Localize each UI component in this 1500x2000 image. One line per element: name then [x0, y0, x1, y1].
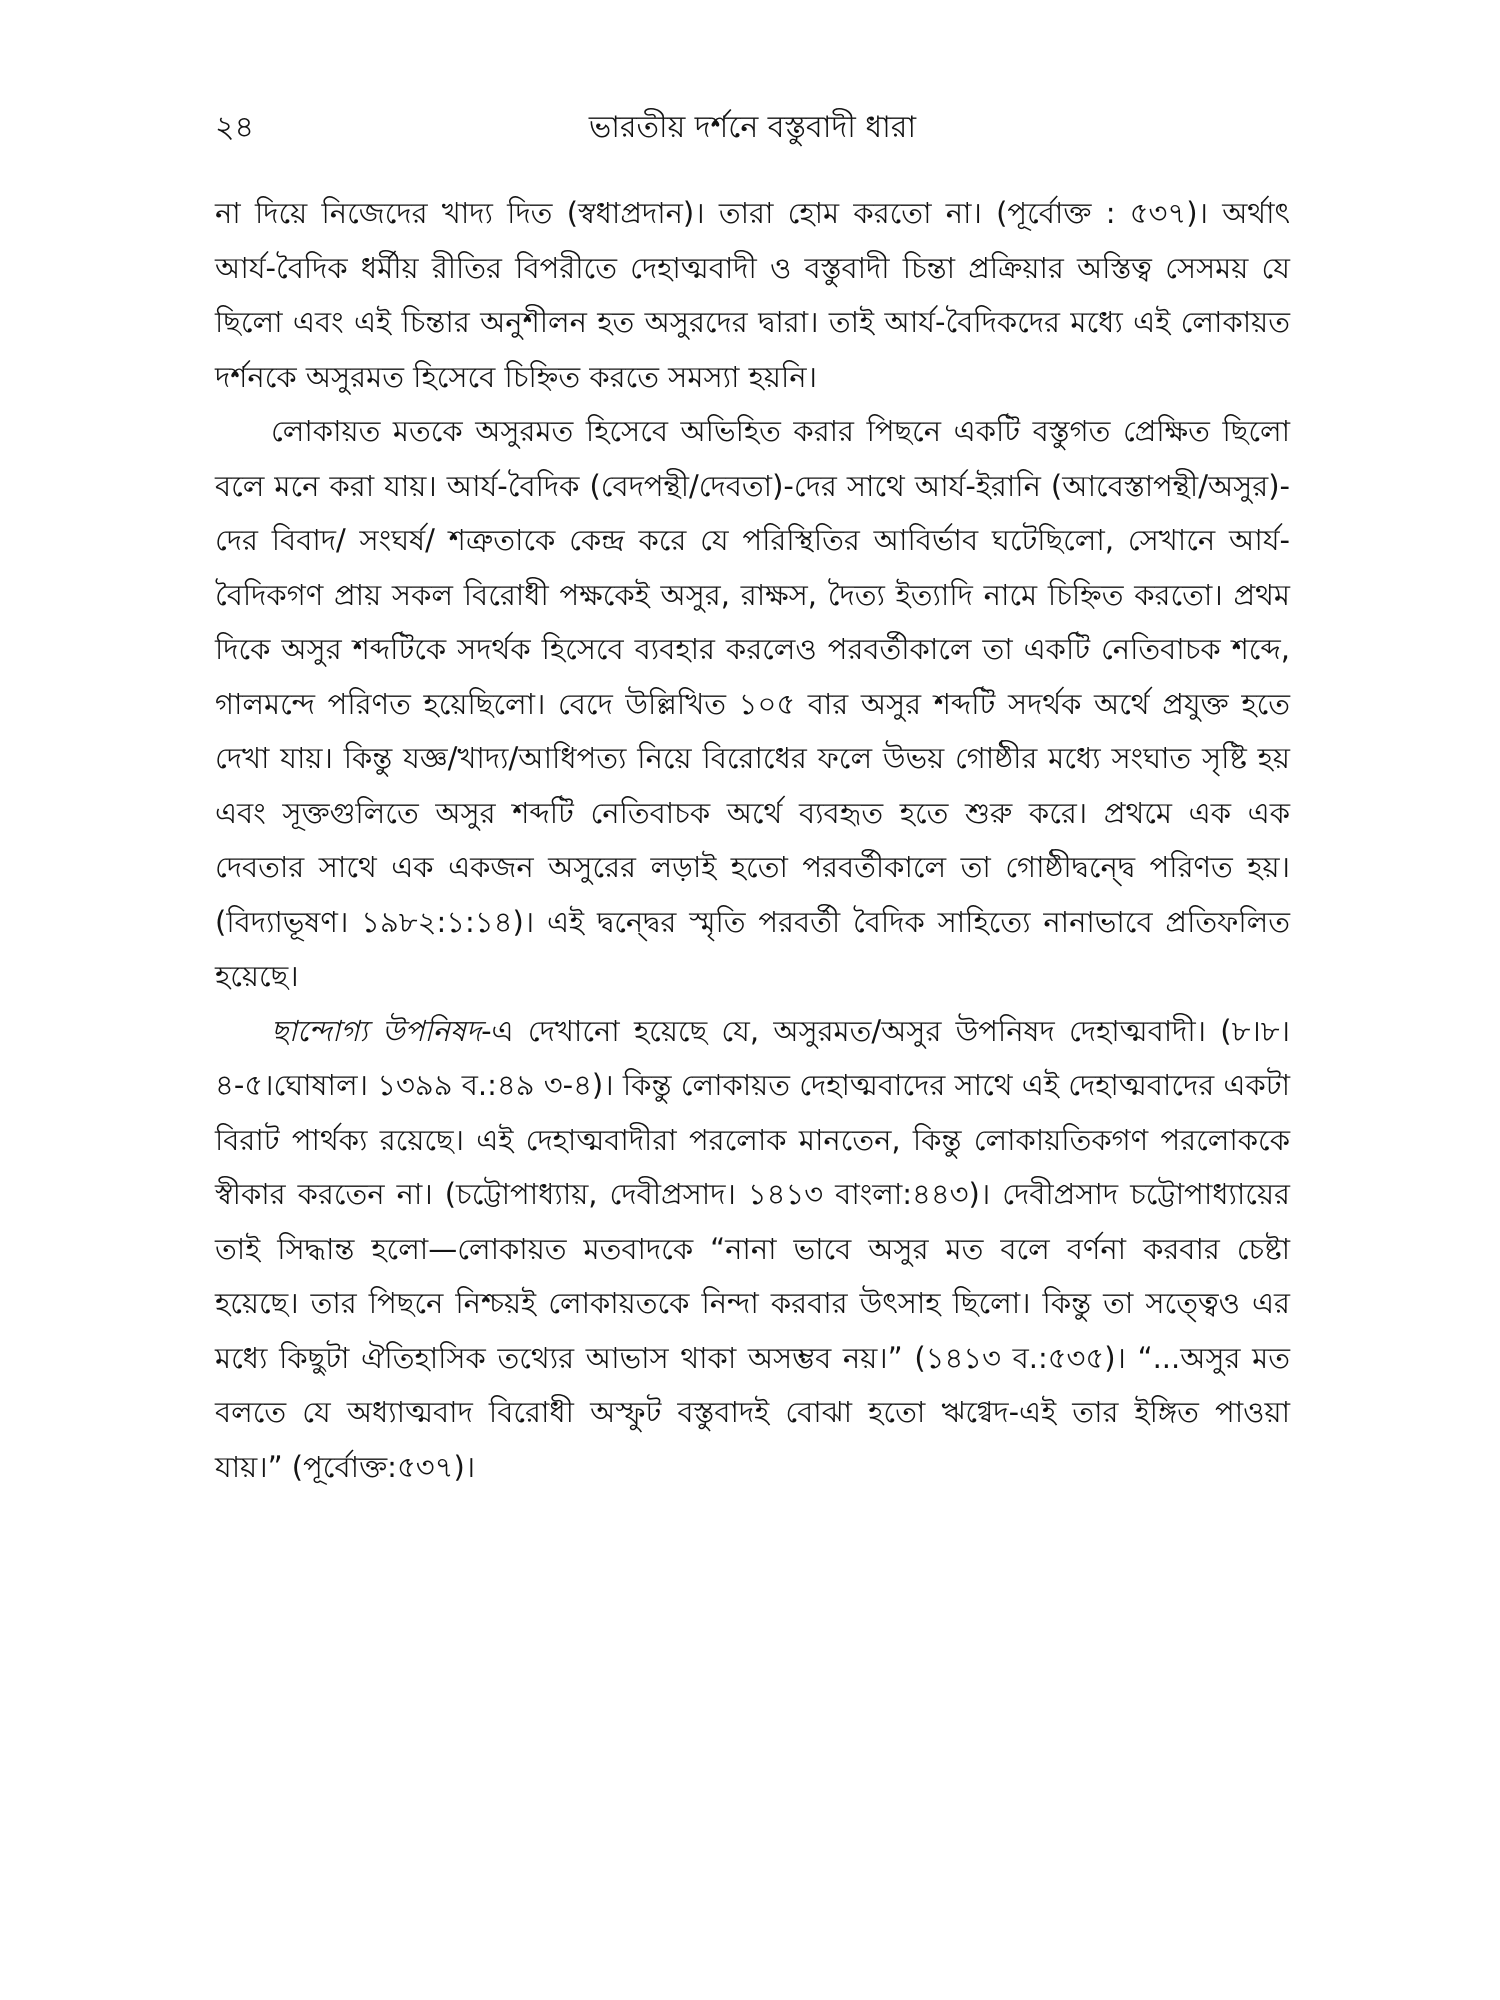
body-text [215, 186, 1290, 1494]
page-number: ২৪ [215, 110, 254, 145]
paragraph-3-text: -এ দেখানো হয়েছে যে, অসুরমত/অসুর উপনিষদ দেহাত্মবাদী। (৮।৮।৪-৫।ঘোষাল। ১৩৯৯ ব.:৪৯ ৩-৪)। কিন্তু লোকায়ত দেহাত্মবাদের সাথে এই দেহাত্মবাদের একটা বিরাট পার্থক্য রয়েছে। এই দেহাত্মবাদীরা পরলোক মানতেন, কিন্তু লোকায়তিকগণ পরলোককে স্বীকার করতেন না। (চট্টোপাধ্যায়, দেবীপ্রসাদ। ১৪১৩ বাংলা:৪৪৩)। দেবীপ্রসাদ চট্টোপাধ্যায়ের তাই সিদ্ধান্ত হলো—লোকায়ত মতবাদকে “নানা ভাবে অসুর মত বলে বর্ণনা করবার চেষ্টা হয়েছে। তার পিছনে নিশ্চয়ই লোকায়তকে নিন্দা করবার উৎসাহ ছিলো। কিন্তু তা সত্ত্বেও এর মধ্যে কিছুটা ঐতিহাসিক তথ্যের আভাস থাকা অসম্ভব নয়।” (১৪১৩ ব.:৫৩৫)। “...অসুর মত বলতে যে অধ্যাত্মবাদ বিরোধী অস্ফুট বস্তুবাদই বোঝা হতো ঋগ্বেদ-এই তার ইঙ্গিত পাওয়া যায়।” (পূর্বোক্ত:৫৩৭)। [215, 1013, 1290, 1484]
paragraph-2: লোকায়ত মতকে অসুরমত হিসেবে অভিহিত করার পিছনে একটি বস্তুগত প্রেক্ষিত ছিলো বলে মনে করা যায়। আর্য-বৈদিক (বেদপন্থী/দেবতা)-দের সাথে আর্য-ইরানি (আবেস্তাপন্থী/অসুর)-দের বিবাদ/ সংঘর্ষ/ শত্রুতাকে কেন্দ্র করে যে পরিস্থিতির আবির্ভাব ঘটেছিলো, সেখানে আর্য-বৈদিকগণ প্রায় সকল বিরোধী পক্ষকেই অসুর, রাক্ষস, দৈত্য ইত্যাদি নামে চিহ্নিত করতো। প্রথম দিকে অসুর শব্দটিকে সদর্থক হিসেবে ব্যবহার করলেও পরবর্তীকালে তা একটি নেতিবাচক শব্দে, গালমন্দে পরিণত হয়েছিলো। বেদে উল্লিখিত ১০৫ বার অসুর শব্দটি সদর্থক অর্থে প্রযুক্ত হতে দেখা যায়। কিন্তু যজ্ঞ/খাদ্য/আধিপত্য নিয়ে বিরোধের ফলে উভয় গোষ্ঠীর মধ্যে সংঘাত সৃষ্টি হয় এবং সূক্তগুলিতে অসুর শব্দটি নেতিবাচক অর্থে ব্যবহৃত হতে শুরু করে। প্রথমে এক এক দেবতার সাথে এক একজন অসুরের লড়াই হতো পরবর্তীকালে তা গোষ্ঠীদ্বন্দ্বে পরিণত হয়। (বিদ্যাভূষণ। ১৯৮২:১:১৪)। এই দ্বন্দ্বের স্মৃতি পরবর্তী বৈদিক সাহিত্যে নানাভাবে প্রতিফলিত হয়েছে। [215, 414, 1290, 993]
running-title: ভারতীয় দর্শনে বস্তুবাদী ধারা [588, 110, 917, 145]
paragraph-1: না দিয়ে নিজেদের খাদ্য দিত (স্বধাপ্রদান)। তারা হোম করতো না। (পূর্বোক্ত : ৫৩৭)। অর্থাৎ আর্য-বৈদিক ধর্মীয় রীতির বিপরীতে দেহাত্মবাদী ও বস্তুবাদী চিন্তা প্রক্রিয়ার অস্তিত্ব সেসময় যে ছিলো এবং এই চিন্তার অনুশীলন হত অসুরদের দ্বারা। তাই আর্য-বৈদিকদের মধ্যে এই লোকায়ত দর্শনকে অসুরমত হিসেবে চিহ্নিত করতে সমস্যা হয়নি। [215, 196, 1290, 394]
running-header [215, 108, 1290, 158]
paragraph-3 [215, 1004, 1290, 1495]
italic-book-title: ছান্দোগ্য উপনিষদ [271, 1013, 482, 1048]
